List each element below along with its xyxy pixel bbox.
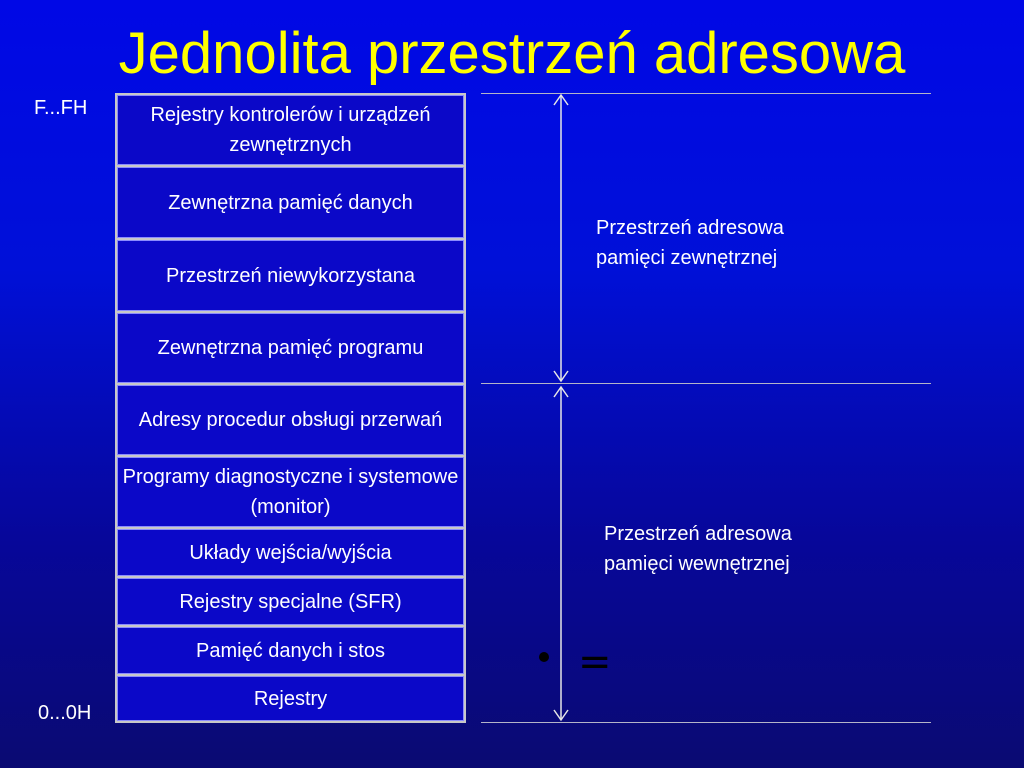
address-top-label: F...FH [34, 97, 88, 119]
memory-block-external-data: Zewnętrzna pamięć danych [117, 167, 464, 238]
memory-block-interrupt-vectors: Adresy procedur obsługi przerwań [117, 385, 464, 455]
external-memory-space-label: Przestrzeń adresowa pamięci zewnętrznej [596, 217, 784, 269]
memory-block-diagnostic-programs: Programy diagnostyczne i systemowe (monitor) [117, 457, 464, 527]
memory-map-stack [115, 93, 466, 723]
slide-title: Jednolita przestrzeń adresowa [118, 21, 906, 86]
internal-memory-space-label: Przestrzeń adresowa pamięci wewnętrznej [604, 523, 792, 575]
memory-block-registers: Rejestry [117, 676, 464, 721]
equals-symbol: = [578, 639, 612, 685]
memory-block-controller-registers: Rejestry kontrolerów i urządzeń zewnętrznych [117, 95, 464, 165]
memory-block-data-stack: Pamięć danych i stos [117, 627, 464, 674]
memory-block-sfr: Rejestry specjalne (SFR) [117, 578, 464, 625]
address-bottom-label: 0...0H [38, 702, 92, 724]
dimension-arrows [540, 90, 582, 730]
memory-block-external-program: Zewnętrzna pamięć programu [117, 313, 464, 383]
bullet-dot-icon [539, 652, 549, 662]
memory-block-unused: Przestrzeń niewykorzystana [117, 240, 464, 311]
memory-block-io: Układy wejścia/wyjścia [117, 529, 464, 576]
